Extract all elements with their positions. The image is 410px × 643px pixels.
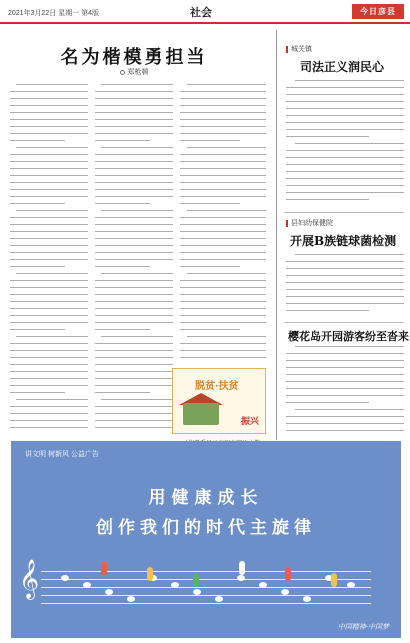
text-line [95,266,150,267]
text-line [180,175,266,176]
music-note-icon [215,596,223,602]
text-line [10,112,88,113]
sidebar-separator [284,212,404,213]
text-line [95,294,173,295]
music-note-icon [127,596,135,602]
text-line [295,80,404,81]
text-line [10,266,65,267]
text-line [95,252,173,253]
text-line [10,420,88,421]
text-line [10,189,88,190]
text-line [180,231,266,232]
text-line [180,259,266,260]
column-divider [276,30,277,440]
text-line [10,294,88,295]
text-line [10,364,88,365]
text-line [10,133,88,134]
text-line [101,399,173,400]
music-note-icon [347,582,355,588]
kicker-bar-icon [286,46,288,53]
text-line [286,178,404,179]
text-line [180,238,266,239]
text-line [95,168,173,169]
text-line [286,303,404,304]
text-line [180,301,266,302]
text-line [286,430,404,431]
text-line [10,280,88,281]
text-line [180,357,266,358]
text-line [95,406,173,407]
ad-header: 讲文明 树新风 公益广告 [25,451,99,458]
text-line [187,210,266,211]
text-line [95,350,173,351]
text-line [95,189,173,190]
text-line [286,164,404,165]
text-line [95,133,173,134]
music-note-icon [303,596,311,602]
text-line [10,238,88,239]
text-line [10,252,88,253]
text-line [180,350,266,351]
text-line [286,353,404,354]
text-line [95,105,173,106]
text-line [286,402,369,403]
text-line [180,161,266,162]
music-note-icon [105,589,113,595]
text-line [10,154,88,155]
text-line [180,189,266,190]
music-note-icon [281,589,289,595]
article-column-3 [180,84,266,364]
text-line [180,105,266,106]
text-line [180,343,266,344]
text-line [10,385,88,386]
music-note-icon [237,575,245,581]
house-icon [183,403,219,425]
text-line [101,336,173,337]
text-line [286,108,404,109]
ad-slogan-line-2: 创作我们的时代主旋律 [96,518,316,538]
child-figure-icon [147,567,153,581]
text-line [10,140,65,141]
text-line [101,273,173,274]
text-line [295,143,404,144]
text-line [95,224,173,225]
poverty-title: 脱贫·扶贫 [195,381,239,392]
text-line [180,329,240,330]
sidebar-title-1: 司法正义润民心 [300,60,385,74]
text-line [180,280,266,281]
text-line [180,91,266,92]
text-line [95,182,173,183]
text-line [16,273,88,274]
staff-line [41,603,371,604]
text-line [95,420,173,421]
text-line [295,409,404,410]
text-line [10,392,65,393]
text-line [180,98,266,99]
text-line [10,119,88,120]
text-line [180,217,266,218]
staff-line [41,571,371,572]
text-line [95,280,173,281]
text-line [10,231,88,232]
text-line [10,105,88,106]
author-dot-icon [120,70,125,75]
text-line [95,364,173,365]
text-line [286,101,404,102]
text-line [295,346,404,347]
text-line [95,154,173,155]
staff-line [41,587,371,588]
text-line [10,371,88,372]
text-line [95,203,150,204]
ad-footer: 中国精神·中国梦 [337,623,389,631]
text-line [10,357,88,358]
sidebar-body-3 [286,346,404,436]
text-line [180,322,266,323]
text-line [95,126,173,127]
poverty-illustration [172,368,266,434]
text-line [286,136,369,137]
text-line [286,395,404,396]
sidebar-title-3: 樱花岛开园游客纷至沓来 [288,330,409,343]
issue-date: 2021年3月22日 星期一 第4版 [8,10,100,17]
text-line [95,343,173,344]
text-line [187,84,266,85]
text-line [180,203,240,204]
text-line [95,287,173,288]
child-figure-icon [331,573,337,587]
text-line [286,192,404,193]
text-line [286,115,404,116]
text-line [95,308,173,309]
child-figure-icon [285,567,291,581]
text-line [95,140,150,141]
text-line [187,273,266,274]
text-line [95,301,173,302]
text-line [180,308,266,309]
text-line [180,245,266,246]
text-line [286,275,404,276]
text-line [101,147,173,148]
text-line [10,203,65,204]
text-line [180,182,266,183]
text-line [10,196,88,197]
text-line [95,385,173,386]
text-line [180,266,240,267]
ad-slogan-line-1: 用健康成长 [148,488,264,508]
text-line [10,168,88,169]
text-line [10,350,88,351]
sidebar-body-2 [286,254,404,318]
sidebar-title-2: 开展B族链球菌检测 [290,234,397,248]
text-line [95,329,150,330]
text-line [187,336,266,337]
music-note-icon [193,589,201,595]
music-note-icon [61,575,69,581]
article-column-2 [95,84,173,436]
text-line [95,238,173,239]
text-line [286,310,369,311]
text-line [286,381,404,382]
poverty-tag: 振兴 [240,417,259,427]
text-line [10,287,88,288]
text-line [10,329,65,330]
text-line [10,343,88,344]
staff-line [41,595,371,596]
text-line [286,94,404,95]
text-line [286,150,404,151]
newspaper-logo: 今日彦县 [352,4,404,19]
text-line [10,245,88,246]
text-line [10,175,88,176]
text-line [95,175,173,176]
child-figure-icon [101,561,107,575]
text-line [180,140,240,141]
text-line [286,388,404,389]
text-line [95,315,173,316]
text-line [286,157,404,158]
text-line [286,261,404,262]
main-article-title: 名为楷模勇担当 [60,47,208,68]
text-line [286,289,404,290]
text-line [180,168,266,169]
text-line [286,129,404,130]
text-line [10,322,88,323]
text-line [286,185,404,186]
text-line [16,336,88,337]
text-line [295,254,404,255]
music-staff [41,571,371,611]
text-line [180,119,266,120]
text-line [10,98,88,99]
kicker-bar-icon [286,220,288,227]
section-name: 社会 [190,6,212,19]
author-name: 郑枪顿 [127,69,149,76]
text-line [286,171,404,172]
sidebar-kicker-2: 县妇幼保健院 [286,218,333,228]
text-line [180,112,266,113]
child-figure-icon [193,573,199,587]
text-line [16,147,88,148]
public-service-ad [11,441,401,638]
text-line [10,126,88,127]
text-line [180,315,266,316]
text-line [180,224,266,225]
text-line [286,122,404,123]
text-line [95,98,173,99]
page-header [0,0,410,24]
text-line [286,416,404,417]
text-line [180,154,266,155]
text-line [286,423,404,424]
child-figure-icon [239,561,245,575]
text-line [101,210,173,211]
text-line [286,268,404,269]
text-line [10,161,88,162]
text-line [95,119,173,120]
text-line [95,357,173,358]
text-line [95,427,173,428]
text-line [180,133,266,134]
text-line [95,161,173,162]
text-line [95,217,173,218]
text-line [16,84,88,85]
text-line [180,126,266,127]
text-line [180,252,266,253]
text-line [95,231,173,232]
text-line [10,406,88,407]
text-line [286,199,369,200]
text-line [95,259,173,260]
music-note-icon [259,582,267,588]
music-note-icon [83,582,91,588]
text-line [95,112,173,113]
music-note-icon [171,582,179,588]
text-line [10,91,88,92]
text-line [286,360,404,361]
text-line [95,322,173,323]
text-line [16,210,88,211]
sidebar-body-1 [286,80,404,208]
text-line [10,301,88,302]
text-line [95,91,173,92]
text-line [286,282,404,283]
staff-line [41,579,371,580]
text-line [286,87,404,88]
text-line [10,427,88,428]
text-line [10,308,88,309]
text-line [10,315,88,316]
text-line [95,378,173,379]
text-line [10,224,88,225]
text-line [95,245,173,246]
text-line [10,413,88,414]
text-line [101,84,173,85]
treble-clef-icon: 𝄞 [19,559,40,599]
text-line [286,374,404,375]
text-line [10,182,88,183]
text-line [10,378,88,379]
text-line [95,371,173,372]
text-line [16,399,88,400]
text-line [180,294,266,295]
main-article-byline [0,67,268,77]
sidebar-separator [284,322,404,323]
text-line [286,367,404,368]
text-line [180,287,266,288]
sidebar-kicker-1: 城关镇 [286,44,312,54]
text-line [10,259,88,260]
text-line [286,296,404,297]
text-line [95,413,173,414]
text-line [95,196,173,197]
text-line [180,196,266,197]
text-line [95,392,150,393]
text-line [10,217,88,218]
article-column-1 [10,84,88,436]
text-line [187,147,266,148]
